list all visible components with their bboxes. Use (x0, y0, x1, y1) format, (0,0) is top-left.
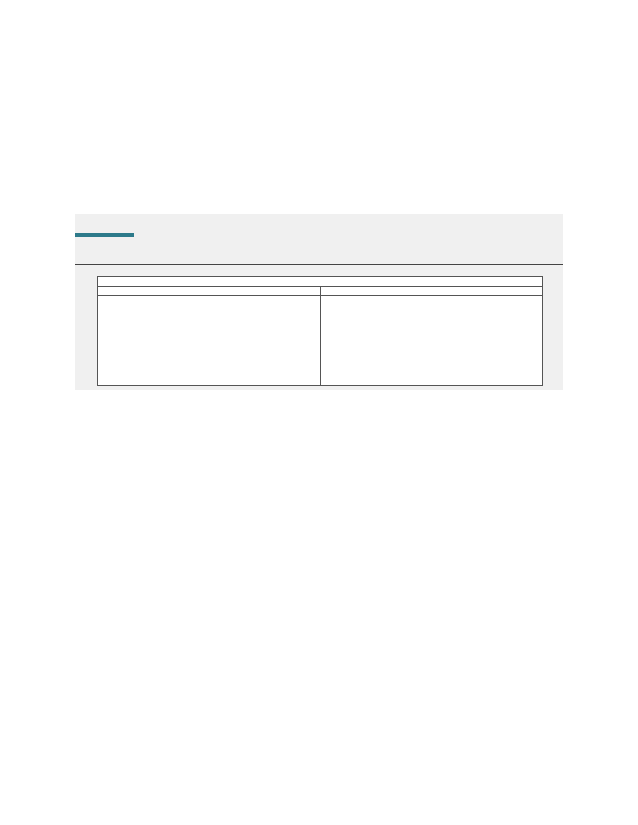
current-history-list (320, 296, 543, 386)
box-1-4 (75, 214, 563, 390)
column-header-current (320, 287, 543, 296)
history-table (97, 276, 543, 386)
box-title-rule (75, 264, 563, 265)
column-header-previous (98, 287, 321, 296)
history-table-caption (98, 277, 543, 287)
box-label-underline (75, 233, 134, 237)
previous-history-list (98, 296, 321, 386)
